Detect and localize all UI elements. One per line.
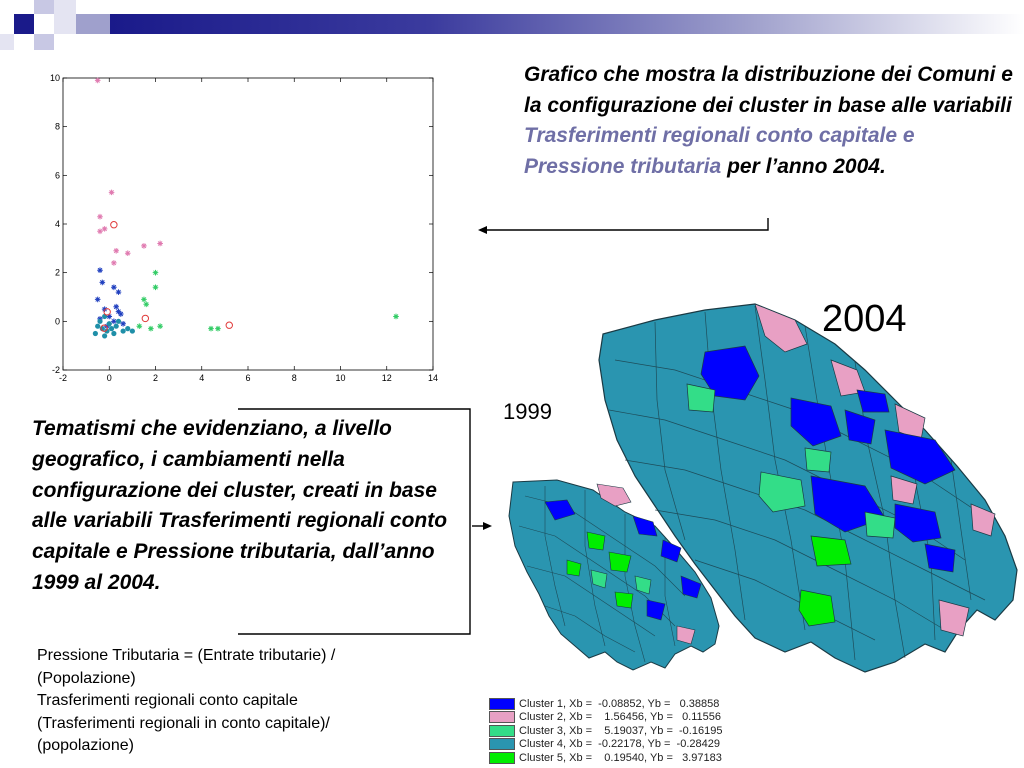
header-decoration (0, 0, 1024, 50)
formula-line: Trasferimenti regionali conto capitale (37, 692, 298, 709)
caption-left: Tematismi che evidenziano, a livello geografico, i cambiamenti nella configurazione dei cluster, creati in base alle variabili Trasferimenti regionali conto capitale e Pressione tributaria, dall’anno 1999 al 2004. (32, 417, 448, 594)
data-point (113, 248, 119, 254)
data-point (125, 326, 130, 331)
data-point (97, 267, 103, 273)
data-point (111, 319, 117, 325)
header-square (34, 34, 54, 50)
data-point (116, 289, 122, 295)
y-tick-label: 6 (54, 170, 60, 181)
data-point (111, 260, 117, 266)
x-tick-label: 0 (106, 373, 112, 383)
legend-swatch (489, 698, 515, 710)
data-point (141, 297, 147, 303)
data-point (141, 243, 147, 249)
arrow-to-scatter (476, 216, 776, 236)
header-gradient-bar (110, 14, 1024, 34)
data-point (111, 284, 117, 290)
data-point (137, 323, 143, 329)
formula-line: (Popolazione) (37, 669, 136, 687)
data-point (109, 326, 114, 331)
map-label-2004: 2004 (822, 298, 907, 340)
data-point (102, 333, 107, 338)
y-tick-label: 2 (54, 267, 60, 278)
caption-top (524, 60, 1014, 182)
formula-line: Pressione Tributaria = (Entrate tributarie) / (37, 647, 336, 664)
data-point (113, 304, 119, 310)
y-tick-label: -2 (51, 365, 60, 375)
map-label-1999: 1999 (503, 399, 552, 424)
data-point (125, 250, 131, 256)
map-legend (489, 697, 809, 765)
data-point (148, 326, 154, 332)
formula-line: (popolazione) (37, 737, 134, 754)
formula-text (37, 645, 457, 758)
data-point (114, 324, 119, 329)
legend-label: Cluster 5, Xb = 0.19540, Yb = 3.97183 (519, 751, 722, 764)
y-tick-label: 8 (54, 121, 60, 132)
data-point (130, 328, 135, 333)
map-2004 (595, 300, 1023, 678)
data-point (116, 319, 121, 324)
data-point (100, 280, 106, 286)
scatter-svg (38, 70, 448, 390)
x-tick-label: 14 (427, 373, 439, 383)
data-point (153, 284, 159, 290)
caption-top-part1: Grafico che mostra la distribuzione dei Comuni e la configurazione dei cluster in base alle variabili (524, 63, 1013, 117)
header-square (0, 34, 14, 50)
legend-label: Cluster 3, Xb = 5.19037, Yb = -0.16195 (519, 724, 723, 737)
legend-row (489, 738, 809, 752)
legend-label: Cluster 2, Xb = 1.56456, Yb = 0.11556 (519, 711, 722, 724)
legend-row (489, 724, 809, 738)
data-point (143, 302, 149, 308)
data-point (157, 323, 163, 329)
data-point (157, 241, 163, 247)
data-point (95, 78, 101, 84)
formula-line: (Trasferimenti regionali in conto capitale)/ (37, 714, 330, 732)
legend-swatch (489, 725, 515, 737)
x-tick-label: 6 (245, 373, 251, 383)
data-point (97, 214, 103, 220)
x-tick-label: 10 (335, 373, 346, 383)
header-square (54, 0, 76, 34)
legend-label: Cluster 1, Xb = -0.08852, Yb = 0.38858 (519, 697, 720, 710)
legend-swatch (489, 738, 515, 750)
header-square (34, 0, 54, 14)
legend-row (489, 711, 809, 725)
x-tick-label: 12 (381, 373, 392, 383)
scatter-plot (38, 70, 448, 390)
y-tick-label: 10 (49, 73, 60, 83)
data-point (215, 326, 221, 332)
x-tick-label: 4 (199, 373, 205, 383)
header-square (14, 14, 34, 34)
legend-label: Cluster 4, Xb = -0.22178, Yb = -0.28429 (519, 738, 720, 751)
y-tick-label: 4 (54, 219, 60, 229)
header-square (76, 14, 110, 34)
y-tick-label: 0 (54, 316, 60, 327)
data-point (111, 331, 116, 336)
x-tick-label: -2 (58, 373, 68, 383)
data-point (120, 321, 126, 327)
data-point (109, 190, 115, 196)
data-point (116, 309, 122, 315)
legend-swatch (489, 711, 515, 723)
data-point (208, 326, 214, 332)
data-point (95, 297, 101, 303)
caption-top-highlight: Trasferimenti regionali conto capitale e Pressione tributaria (524, 124, 915, 178)
legend-row (489, 751, 809, 765)
data-point (393, 314, 399, 320)
data-point (153, 270, 159, 276)
x-tick-label: 2 (152, 373, 159, 383)
x-tick-label: 8 (291, 373, 297, 383)
legend-row (489, 697, 809, 711)
data-point (121, 328, 126, 333)
data-point (93, 331, 98, 336)
data-point (97, 319, 102, 324)
data-point (95, 324, 100, 329)
legend-swatch (489, 752, 515, 764)
data-point (97, 229, 103, 235)
caption-top-part2: per l’anno 2004. (721, 154, 886, 178)
data-point (107, 321, 112, 326)
